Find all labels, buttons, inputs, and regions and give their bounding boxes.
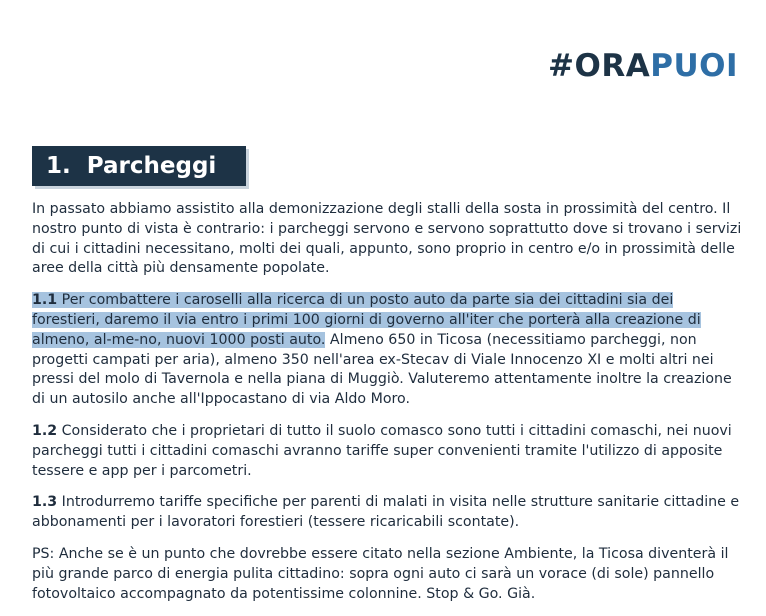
section-title: Parcheggi	[86, 153, 217, 179]
section-heading	[32, 146, 246, 186]
document-body	[32, 200, 744, 616]
paragraph-1-3-number: 1.3	[32, 494, 58, 511]
paragraph-1-1	[32, 291, 744, 410]
intro-paragraph: In passato abbiamo assistito alla demonizzazione degli stalli della sosta in prossimità del centro. Il nostro punto di vista è contrario: i parcheggi servono e servono soprattutto dove si trovano i servizi di cui i cittadini necessitano, molti dei quali, appunto, sono proprio in centro e/o in prossimità delle aree della città più densamente popolate.	[32, 201, 742, 277]
paragraph-1-2-text: Considerato che i proprietari di tutto il suolo comasco sono tutti i cittadini comaschi, nei nuovi parcheggi tutti i cittadini comaschi avranno tariffe super convenienti tramite l'utilizzo di apposite tessere e app per i parcometri.	[32, 422, 732, 479]
paragraph-1-2-number: 1.2	[32, 422, 58, 439]
section-number: 1.	[46, 153, 71, 179]
paragraph-1-2	[32, 422, 744, 481]
paragraph-1-1-number: 1.1	[32, 292, 58, 309]
logo-part-ora: #ORA	[548, 48, 651, 84]
paragraph-1-3	[32, 493, 744, 533]
ps-paragraph: PS: Anche se è un punto che dovrebbe essere citato nella sezione Ambiente, la Ticosa diventerà il più grande parco di energia pulita cittadino: sopra ogni auto ci sarà un vorace (di sole) pannello fotovoltaico accompagnato da potentissime colonnine. Stop & Go. Già.	[32, 545, 729, 602]
logo-part-puoi: PUOI	[650, 48, 738, 84]
orapuoi-logo	[548, 46, 738, 86]
paragraph-1-1-rest: Almeno 650 in Ticosa (necessitiamo parcheggi, non progetti campati per aria), almeno 350 nell'area ex-Stecav di Viale Innocenzo XI e molti altri nei pressi del molo di Tavernola e nella piana di Muggiò. Valuteremo attentamente inoltre la creazione di un autosilo anche all'Ippocastano di via Aldo Moro.	[32, 331, 732, 408]
highlighted-text[interactable]: Per combattere i caroselli alla ricerca di un posto auto da parte sia dei cittadini sia dei forestieri, daremo il via entro i primi 100 giorni di governo all'iter che porterà alla creazione di almeno, al-me-no, nuovi 1000 posti auto.	[32, 292, 701, 348]
paragraph-1-3-text: Introdurremo tariffe specifiche per parenti di malati in visita nelle strutture sanitarie cittadine e abbonamenti per i lavoratori forestieri (tessere ricaricabili scontate).	[32, 494, 740, 531]
